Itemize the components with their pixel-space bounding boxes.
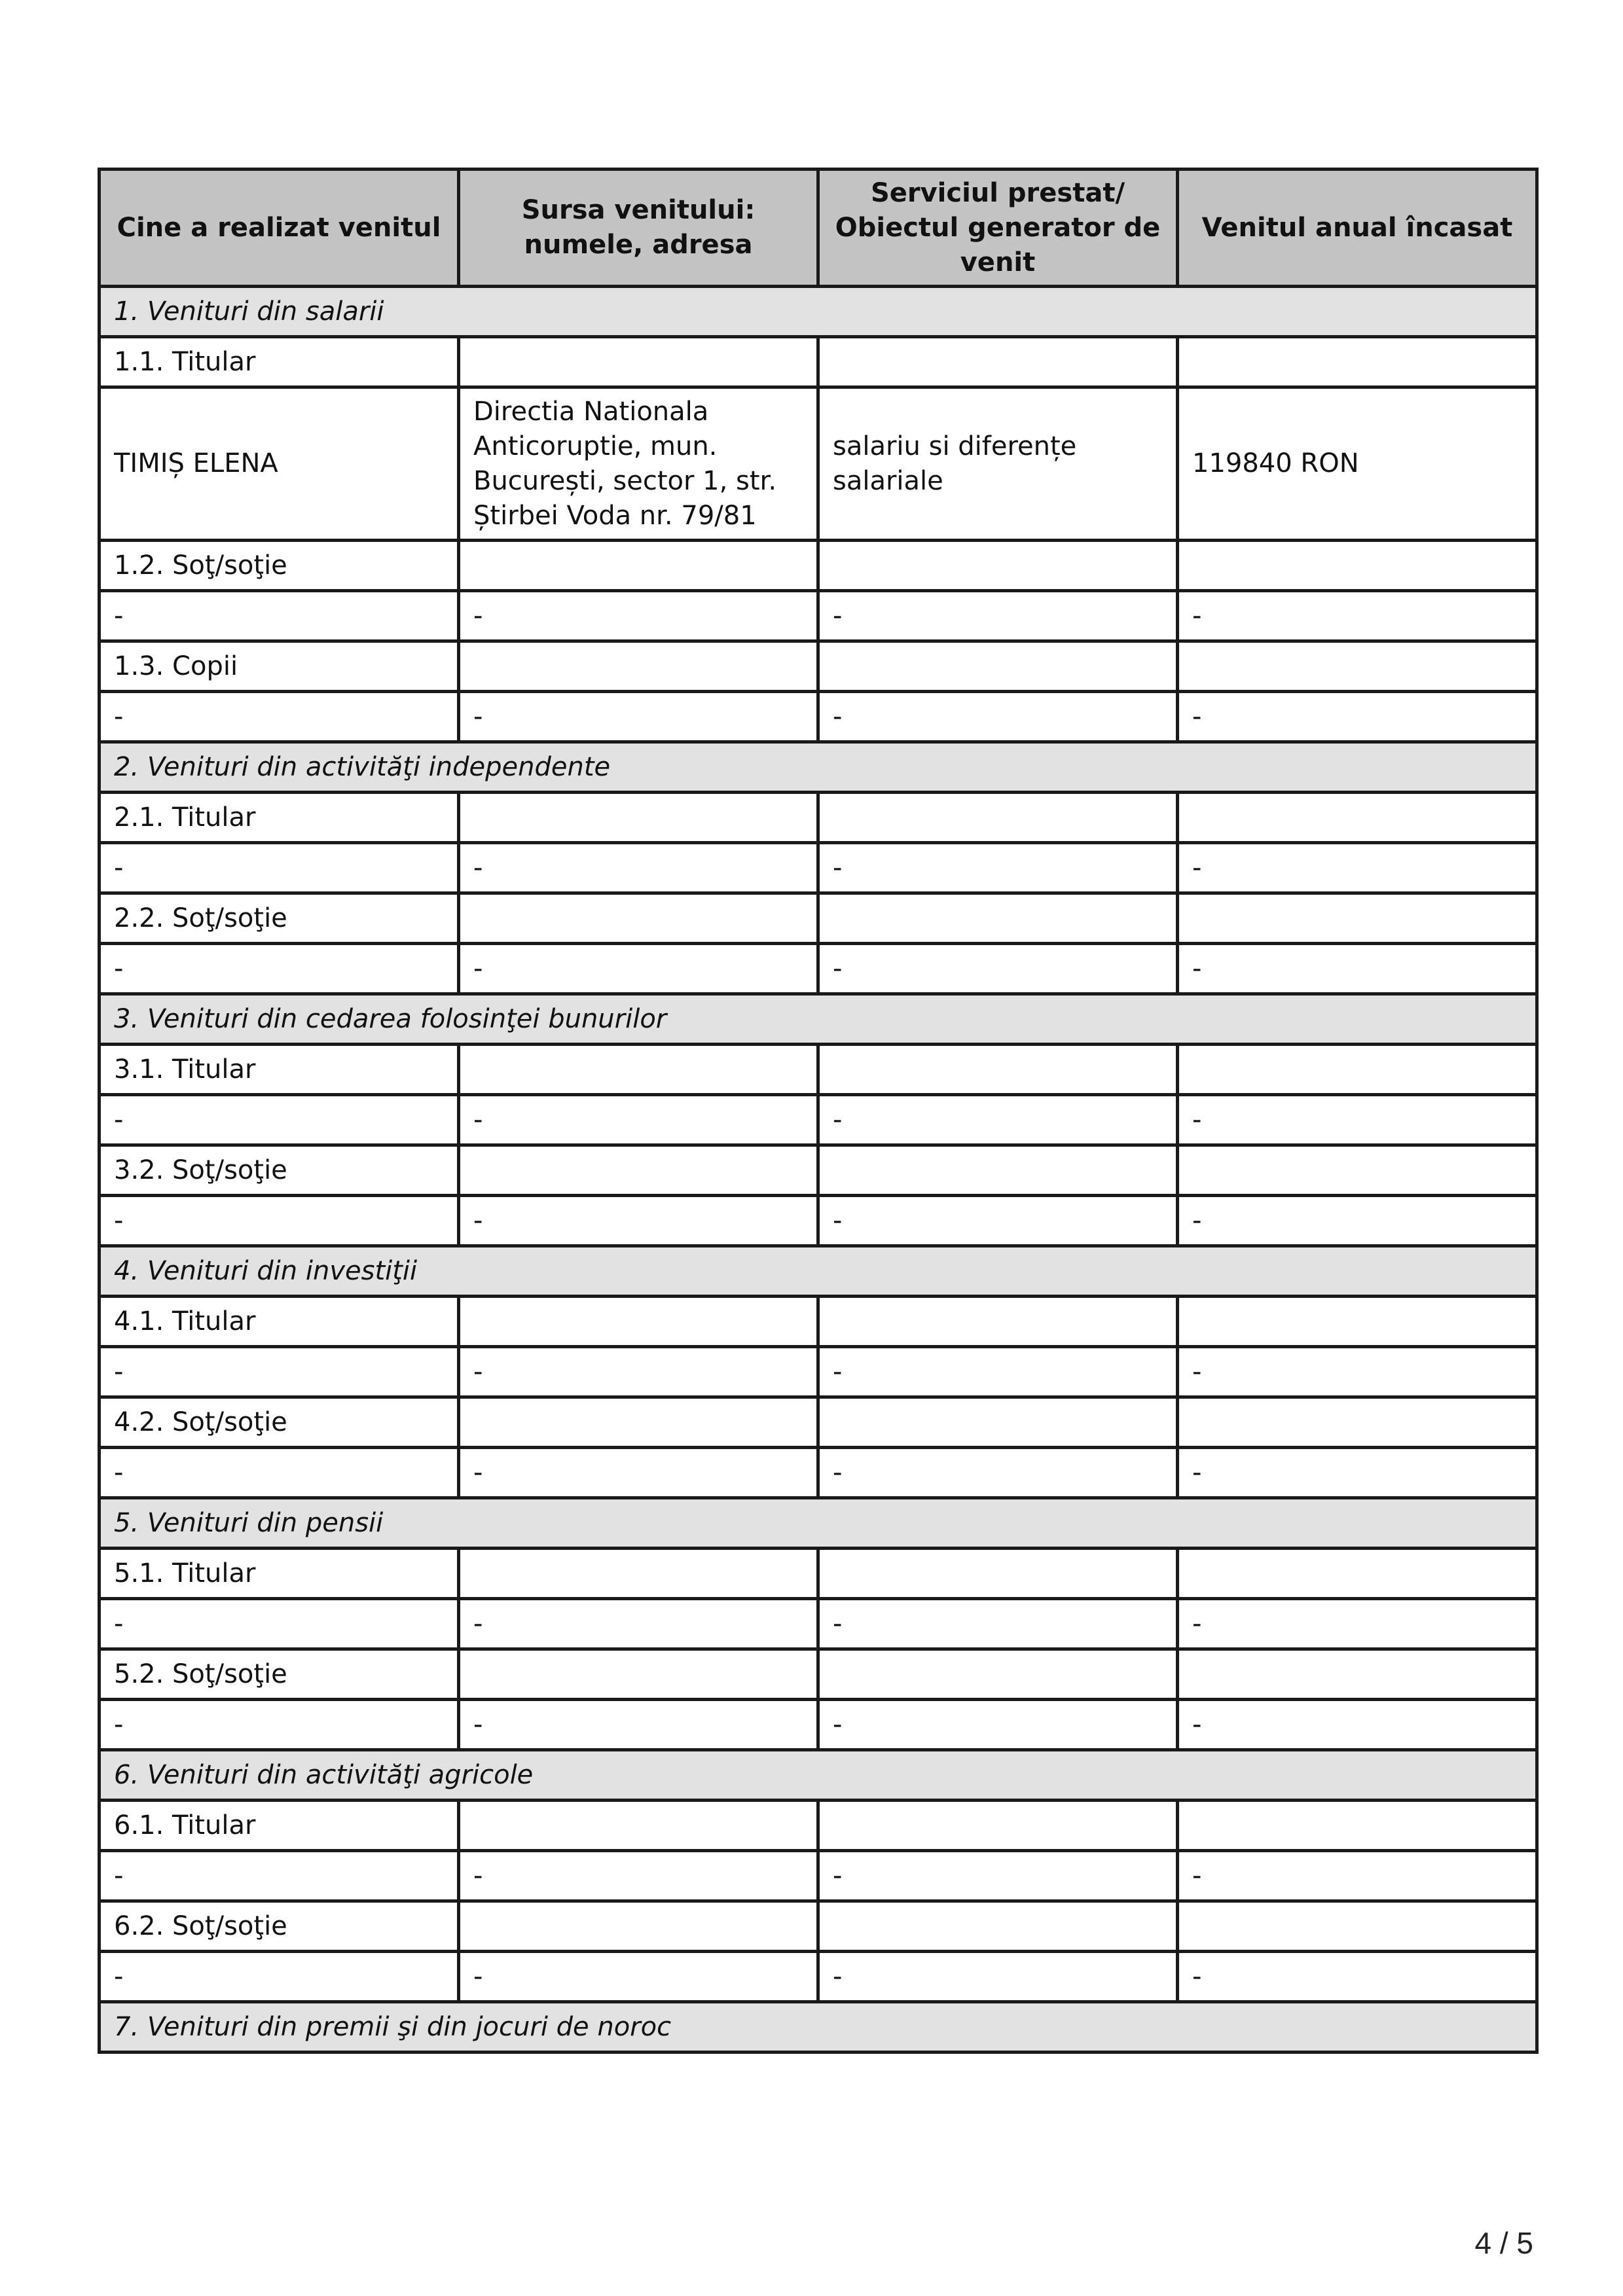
- table-cell: [818, 1045, 1178, 1095]
- table-cell: [1178, 641, 1537, 692]
- table-cell: 1.1. Titular: [100, 337, 459, 387]
- table-cell: 1.3. Copii: [100, 641, 459, 692]
- table-cell: -: [818, 1095, 1178, 1145]
- table-row: [100, 591, 1537, 641]
- table-cell: -: [818, 1347, 1178, 1397]
- section-title: 3. Venituri din cedarea folosinţei bunurilor: [100, 994, 1537, 1045]
- table-cell: -: [459, 591, 818, 641]
- table-cell: -: [818, 1448, 1178, 1498]
- table-cell: [1178, 337, 1537, 387]
- table-cell: -: [818, 1952, 1178, 2002]
- table-cell: -: [1178, 1851, 1537, 1901]
- table-cell: 119840 RON: [1178, 387, 1537, 541]
- table-row: [100, 793, 1537, 843]
- table-cell: -: [100, 1952, 459, 2002]
- table-cell: [459, 1649, 818, 1700]
- section-title: 7. Venituri din premii şi din jocuri de noroc: [100, 2002, 1537, 2053]
- section-header-row: [100, 742, 1537, 793]
- table-cell: [818, 793, 1178, 843]
- table-cell: -: [100, 1347, 459, 1397]
- table-cell: [459, 337, 818, 387]
- table-cell: -: [459, 1599, 818, 1649]
- table-row: [100, 1952, 1537, 2002]
- table-cell: [1178, 1801, 1537, 1851]
- table-row: [100, 1196, 1537, 1246]
- table-cell: -: [100, 1095, 459, 1145]
- table-cell: 6.1. Titular: [100, 1801, 459, 1851]
- table-cell: -: [1178, 1196, 1537, 1246]
- section-title: 4. Venituri din investiţii: [100, 1246, 1537, 1297]
- table-cell: [818, 1649, 1178, 1700]
- table-cell: [459, 793, 818, 843]
- table-cell: [459, 1801, 818, 1851]
- table-cell: -: [100, 591, 459, 641]
- table-cell: -: [1178, 843, 1537, 893]
- table-cell: [818, 337, 1178, 387]
- table-cell: -: [1178, 1347, 1537, 1397]
- table-cell: -: [459, 1448, 818, 1498]
- table-row: [100, 893, 1537, 944]
- table-cell: 4.2. Soţ/soţie: [100, 1397, 459, 1448]
- table-cell: [818, 1549, 1178, 1599]
- table-row: [100, 1649, 1537, 1700]
- table-cell: 3.1. Titular: [100, 1045, 459, 1095]
- header-sursa-venitului: Sursa venitului: numele, adresa: [459, 170, 818, 287]
- header-row: [100, 170, 1537, 287]
- table-cell: -: [100, 692, 459, 742]
- table-row: [100, 1901, 1537, 1952]
- table-cell: -: [100, 1851, 459, 1901]
- table-cell: -: [100, 1196, 459, 1246]
- table-cell: -: [100, 1448, 459, 1498]
- table-cell: 2.1. Titular: [100, 793, 459, 843]
- table-row: [100, 337, 1537, 387]
- table-cell: [1178, 1901, 1537, 1952]
- table-cell: [1178, 1549, 1537, 1599]
- table-cell: -: [459, 692, 818, 742]
- table-row: [100, 1297, 1537, 1347]
- table-row: [100, 1045, 1537, 1095]
- table-cell: -: [1178, 692, 1537, 742]
- header-venitul-anual: Venitul anual încasat: [1178, 170, 1537, 287]
- table-cell: Directia Nationala Anticoruptie, mun. București, sector 1, str. Știrbei Voda nr. 79/81: [459, 387, 818, 541]
- table-cell: -: [1178, 1448, 1537, 1498]
- table-cell: [459, 1297, 818, 1347]
- table-cell: -: [100, 944, 459, 994]
- table-cell: [459, 1397, 818, 1448]
- page-number: 4 / 5: [1474, 2226, 1533, 2260]
- table-cell: -: [459, 1700, 818, 1750]
- table-cell: -: [100, 1700, 459, 1750]
- table-row: [100, 1095, 1537, 1145]
- table-row: [100, 1599, 1537, 1649]
- header-cine-a-realizat-venitul: Cine a realizat venitul: [100, 170, 459, 287]
- table-cell: [459, 1549, 818, 1599]
- table-cell: 5.2. Soţ/soţie: [100, 1649, 459, 1700]
- table-row: [100, 692, 1537, 742]
- table-cell: -: [818, 944, 1178, 994]
- table-cell: -: [459, 1196, 818, 1246]
- table-row: [100, 541, 1537, 591]
- table-row: [100, 843, 1537, 893]
- table-cell: [1178, 1397, 1537, 1448]
- table-cell: -: [459, 843, 818, 893]
- table-cell: [818, 1801, 1178, 1851]
- table-cell: [1178, 793, 1537, 843]
- table-cell: [818, 1901, 1178, 1952]
- table-cell: [818, 641, 1178, 692]
- table-cell: [1178, 541, 1537, 591]
- table-cell: -: [818, 1196, 1178, 1246]
- section-header-row: [100, 2002, 1537, 2053]
- table-body: [100, 287, 1537, 2053]
- table-row: [100, 1397, 1537, 1448]
- section-title: 2. Venituri din activităţi independente: [100, 742, 1537, 793]
- table-row: [100, 1700, 1537, 1750]
- section-header-row: [100, 1750, 1537, 1801]
- table-cell: [1178, 1145, 1537, 1196]
- table-cell: [459, 893, 818, 944]
- table-cell: -: [1178, 944, 1537, 994]
- table-cell: [818, 1397, 1178, 1448]
- section-header-row: [100, 1246, 1537, 1297]
- income-table: [98, 168, 1539, 2054]
- section-header-row: [100, 1498, 1537, 1549]
- table-cell: -: [818, 1851, 1178, 1901]
- table-header: [100, 170, 1537, 287]
- table-cell: -: [818, 1700, 1178, 1750]
- header-serviciul-prestat: Serviciul prestat/ Obiectul generator de venit: [818, 170, 1178, 287]
- table-cell: TIMIȘ ELENA: [100, 387, 459, 541]
- table-cell: [818, 541, 1178, 591]
- table-cell: [459, 541, 818, 591]
- table-cell: -: [1178, 1095, 1537, 1145]
- section-header-row: [100, 994, 1537, 1045]
- table-cell: -: [459, 1095, 818, 1145]
- table-cell: 5.1. Titular: [100, 1549, 459, 1599]
- table-cell: -: [818, 1599, 1178, 1649]
- table-cell: -: [459, 944, 818, 994]
- table-cell: -: [459, 1851, 818, 1901]
- table-row: [100, 1801, 1537, 1851]
- table-cell: [1178, 893, 1537, 944]
- table-cell: -: [818, 591, 1178, 641]
- table-cell: 6.2. Soţ/soţie: [100, 1901, 459, 1952]
- table-row: [100, 641, 1537, 692]
- table-row: [100, 387, 1537, 541]
- table-cell: [1178, 1045, 1537, 1095]
- table-cell: [818, 1145, 1178, 1196]
- table-cell: -: [1178, 591, 1537, 641]
- table-cell: salariu si diferențe salariale: [818, 387, 1178, 541]
- table-cell: [459, 1145, 818, 1196]
- table-cell: -: [1178, 1952, 1537, 2002]
- table-cell: [459, 1045, 818, 1095]
- table-cell: 1.2. Soţ/soţie: [100, 541, 459, 591]
- table-cell: 4.1. Titular: [100, 1297, 459, 1347]
- table-cell: [818, 1297, 1178, 1347]
- table-row: [100, 944, 1537, 994]
- table-row: [100, 1145, 1537, 1196]
- table-cell: -: [818, 692, 1178, 742]
- section-title: 6. Venituri din activităţi agricole: [100, 1750, 1537, 1801]
- table-cell: -: [1178, 1700, 1537, 1750]
- table-cell: [459, 641, 818, 692]
- table-cell: -: [459, 1952, 818, 2002]
- table-cell: [1178, 1297, 1537, 1347]
- table-cell: [818, 893, 1178, 944]
- section-title: 5. Venituri din pensii: [100, 1498, 1537, 1549]
- section-title: 1. Venituri din salarii: [100, 287, 1537, 337]
- table-cell: -: [100, 1599, 459, 1649]
- table-cell: -: [100, 843, 459, 893]
- table-row: [100, 1448, 1537, 1498]
- table-row: [100, 1851, 1537, 1901]
- section-header-row: [100, 287, 1537, 337]
- table-row: [100, 1347, 1537, 1397]
- table-cell: [1178, 1649, 1537, 1700]
- table-cell: [459, 1901, 818, 1952]
- table-row: [100, 1549, 1537, 1599]
- table-cell: -: [459, 1347, 818, 1397]
- table-cell: -: [818, 843, 1178, 893]
- table-cell: 3.2. Soţ/soţie: [100, 1145, 459, 1196]
- table-cell: -: [1178, 1599, 1537, 1649]
- table-cell: 2.2. Soţ/soţie: [100, 893, 459, 944]
